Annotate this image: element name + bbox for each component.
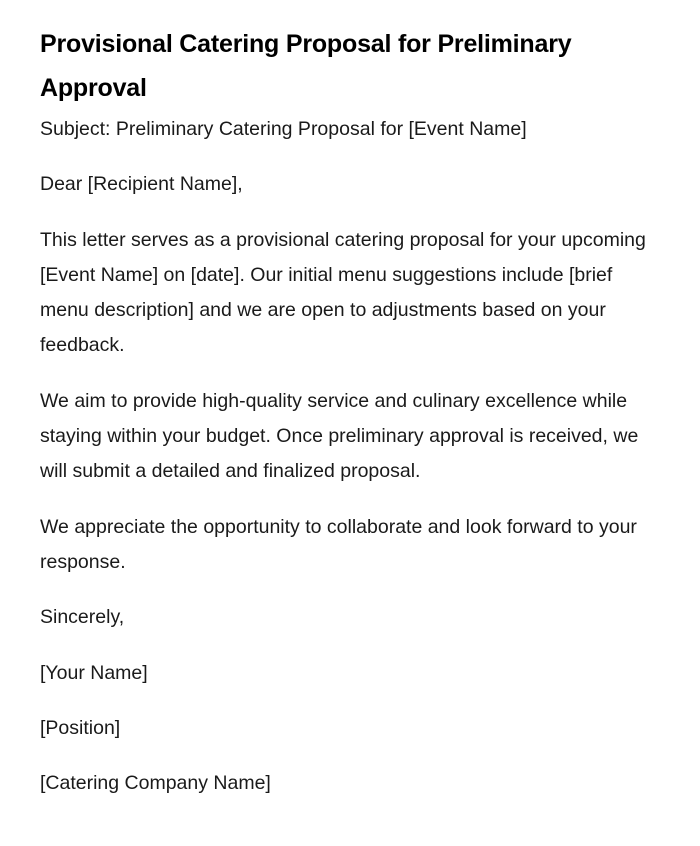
closing-line: Sincerely, (40, 606, 125, 629)
body-paragraph-closing: We appreciate the opportunity to collaborate and look forward to your response. (40, 515, 637, 573)
salutation: Dear [Recipient Name], (40, 173, 243, 196)
document-title: Provisional Catering Proposal for Preliminary Approval (40, 30, 572, 102)
body-paragraph-service: We aim to provide high-quality service and culinary excellence while staying within your budget. Once preliminary approval is received, we will submit a detailed and finalized proposal. (40, 389, 639, 483)
subject-line: Subject: Preliminary Catering Proposal for [Event Name] (40, 118, 527, 140)
signature-name: [Your Name] (40, 661, 148, 684)
signature-company: [Catering Company Name] (40, 772, 271, 795)
body-paragraph-intro: This letter serves as a provisional catering proposal for your upcoming [Event Name] on [date]. Our initial menu suggestions include [brief menu description] and we are open to adjustments based on your feedback. (40, 228, 646, 357)
signature-position: [Position] (40, 716, 121, 739)
